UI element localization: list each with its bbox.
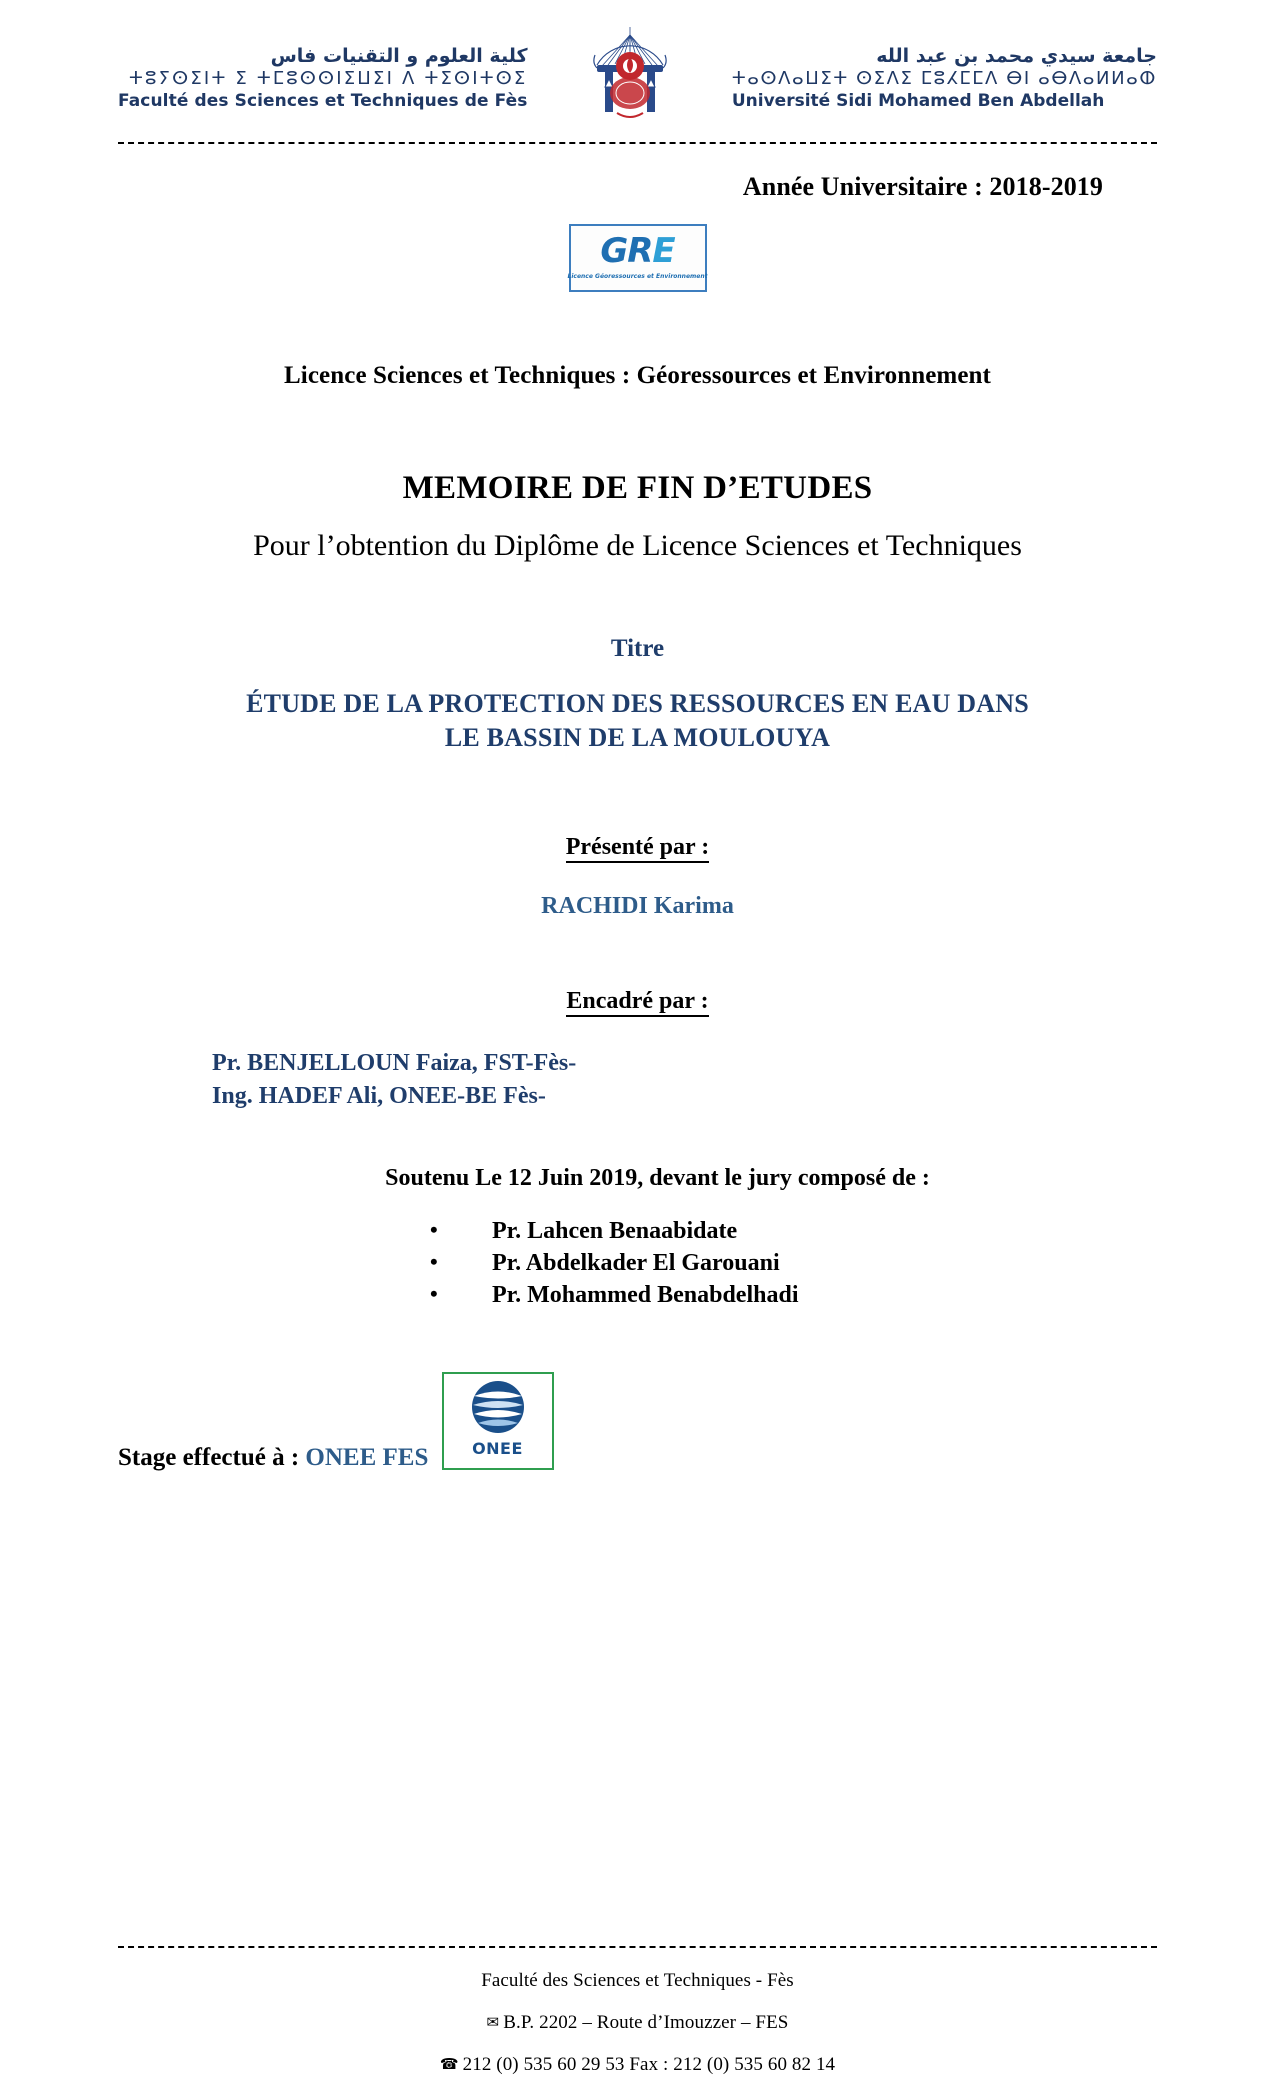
thesis-title-line1: ÉTUDE DE LA PROTECTION DES RESSOURCES EN EAU DANS [246,689,1029,718]
bullet-icon: • [430,1280,438,1306]
footer-institution: Faculté des Sciences et Techniques - Fès [481,1970,794,1991]
supervisor-item: Ing. HADEF Ali, ONEE-BE Fès- [212,1082,546,1109]
fst-name-tifinagh: ⵜⵓⵢⵙⵉⵏⵜ ⵉ ⵜⵎⵓⵙⵙⵏⵉⵡⵉⵏ ⴷ ⵜⵉⵙⵏⵜⵙⵉ [129,68,528,90]
jury-member-name: Pr. Mohammed Benabdelhadi [492,1281,799,1308]
onee-logo [442,1372,554,1470]
footer-divider [118,1946,1157,1948]
onee-globe-icon [462,1379,534,1437]
footer-address [0,2012,1275,2034]
supervised-by-label: Encadré par : [0,988,1275,1015]
supervisors-list [0,1047,1275,1113]
usmba-logo [732,39,1157,112]
internship-org: ONEE FES [305,1443,429,1471]
gre-logo-wrapper [0,224,1275,292]
jury-member [430,1216,1275,1248]
jury-member-name: Pr. Lahcen Benaabidate [492,1217,738,1244]
gre-logo [569,224,707,292]
gre-mark-text: GR [600,231,653,271]
page-header [0,0,1275,128]
footer-address-text: B.P. 2202 – Route d’Imouzzer – FES [503,2012,789,2033]
usmba-name-arabic: جامعة سيدي محمد بن عبد الله [876,44,1157,67]
fst-name-french: Faculté des Sciences et Techniques de Fès [118,91,528,112]
internship-row [0,1372,1275,1492]
mail-icon: ✉ [486,2013,500,2031]
author-name: RACHIDI Karima [541,892,734,919]
fst-name-arabic: كلية العلوم و التقنيات فاس [270,44,528,67]
bullet-icon: • [430,1216,438,1242]
bullet-icon: • [430,1248,438,1274]
jury-member [430,1248,1275,1280]
program-title: Licence Sciences et Techniques : Géoressources et Environnement [284,362,991,389]
defense-statement: Soutenu Le 12 Juin 2019, devant le jury composé de : [385,1164,930,1191]
internship-location [118,1444,428,1472]
usmba-crest-icon [587,21,673,129]
page-footer [0,1946,1275,2076]
thesis-title [0,687,1275,756]
academic-year: Année Universitaire : 2018-2019 [742,172,1103,201]
footer-phone [0,2054,1275,2076]
usmba-name-tifinagh: ⵜⴰⵙⴷⴰⵡⵉⵜ ⵙⵉⴷⵉ ⵎⵓⵃⵎⵎⴷ ⴱⵏ ⴰⴱⴷⴰⵍⵍⴰⵀ [731,68,1157,90]
gre-caption: Licence Géoressources et Environnement [567,273,708,280]
presented-by-label: Présenté par : [0,834,1275,861]
title-label: Titre [610,635,665,662]
jury-list [0,1216,1275,1312]
phone-icon: ☎ [439,2055,459,2073]
jury-member-name: Pr. Abdelkader El Garouani [492,1249,780,1276]
onee-wordmark: ONEE [472,1438,523,1458]
gre-mark-accent: E [652,231,675,271]
thesis-title-line2: LE BASSIN DE LA MOULOUYA [444,723,831,753]
gre-wordmark [600,231,675,271]
internship-prefix: Stage effectué à : [118,1443,306,1471]
document-purpose: Pour l’obtention du Diplôme de Licence Sciences et Techniques [253,529,1022,562]
jury-member [430,1280,1275,1312]
footer-phone-text: 212 (0) 535 60 29 53 Fax : 212 (0) 535 60 82 14 [462,2054,836,2075]
usmba-name-french: Université Sidi Mohamed Ben Abdellah [731,91,1105,112]
document-type-title: MEMOIRE DE FIN D’ETUDES [402,470,873,506]
supervisor-item: Pr. BENJELLOUN Faiza, FST-Fès- [212,1049,577,1076]
fst-logo [118,39,528,112]
